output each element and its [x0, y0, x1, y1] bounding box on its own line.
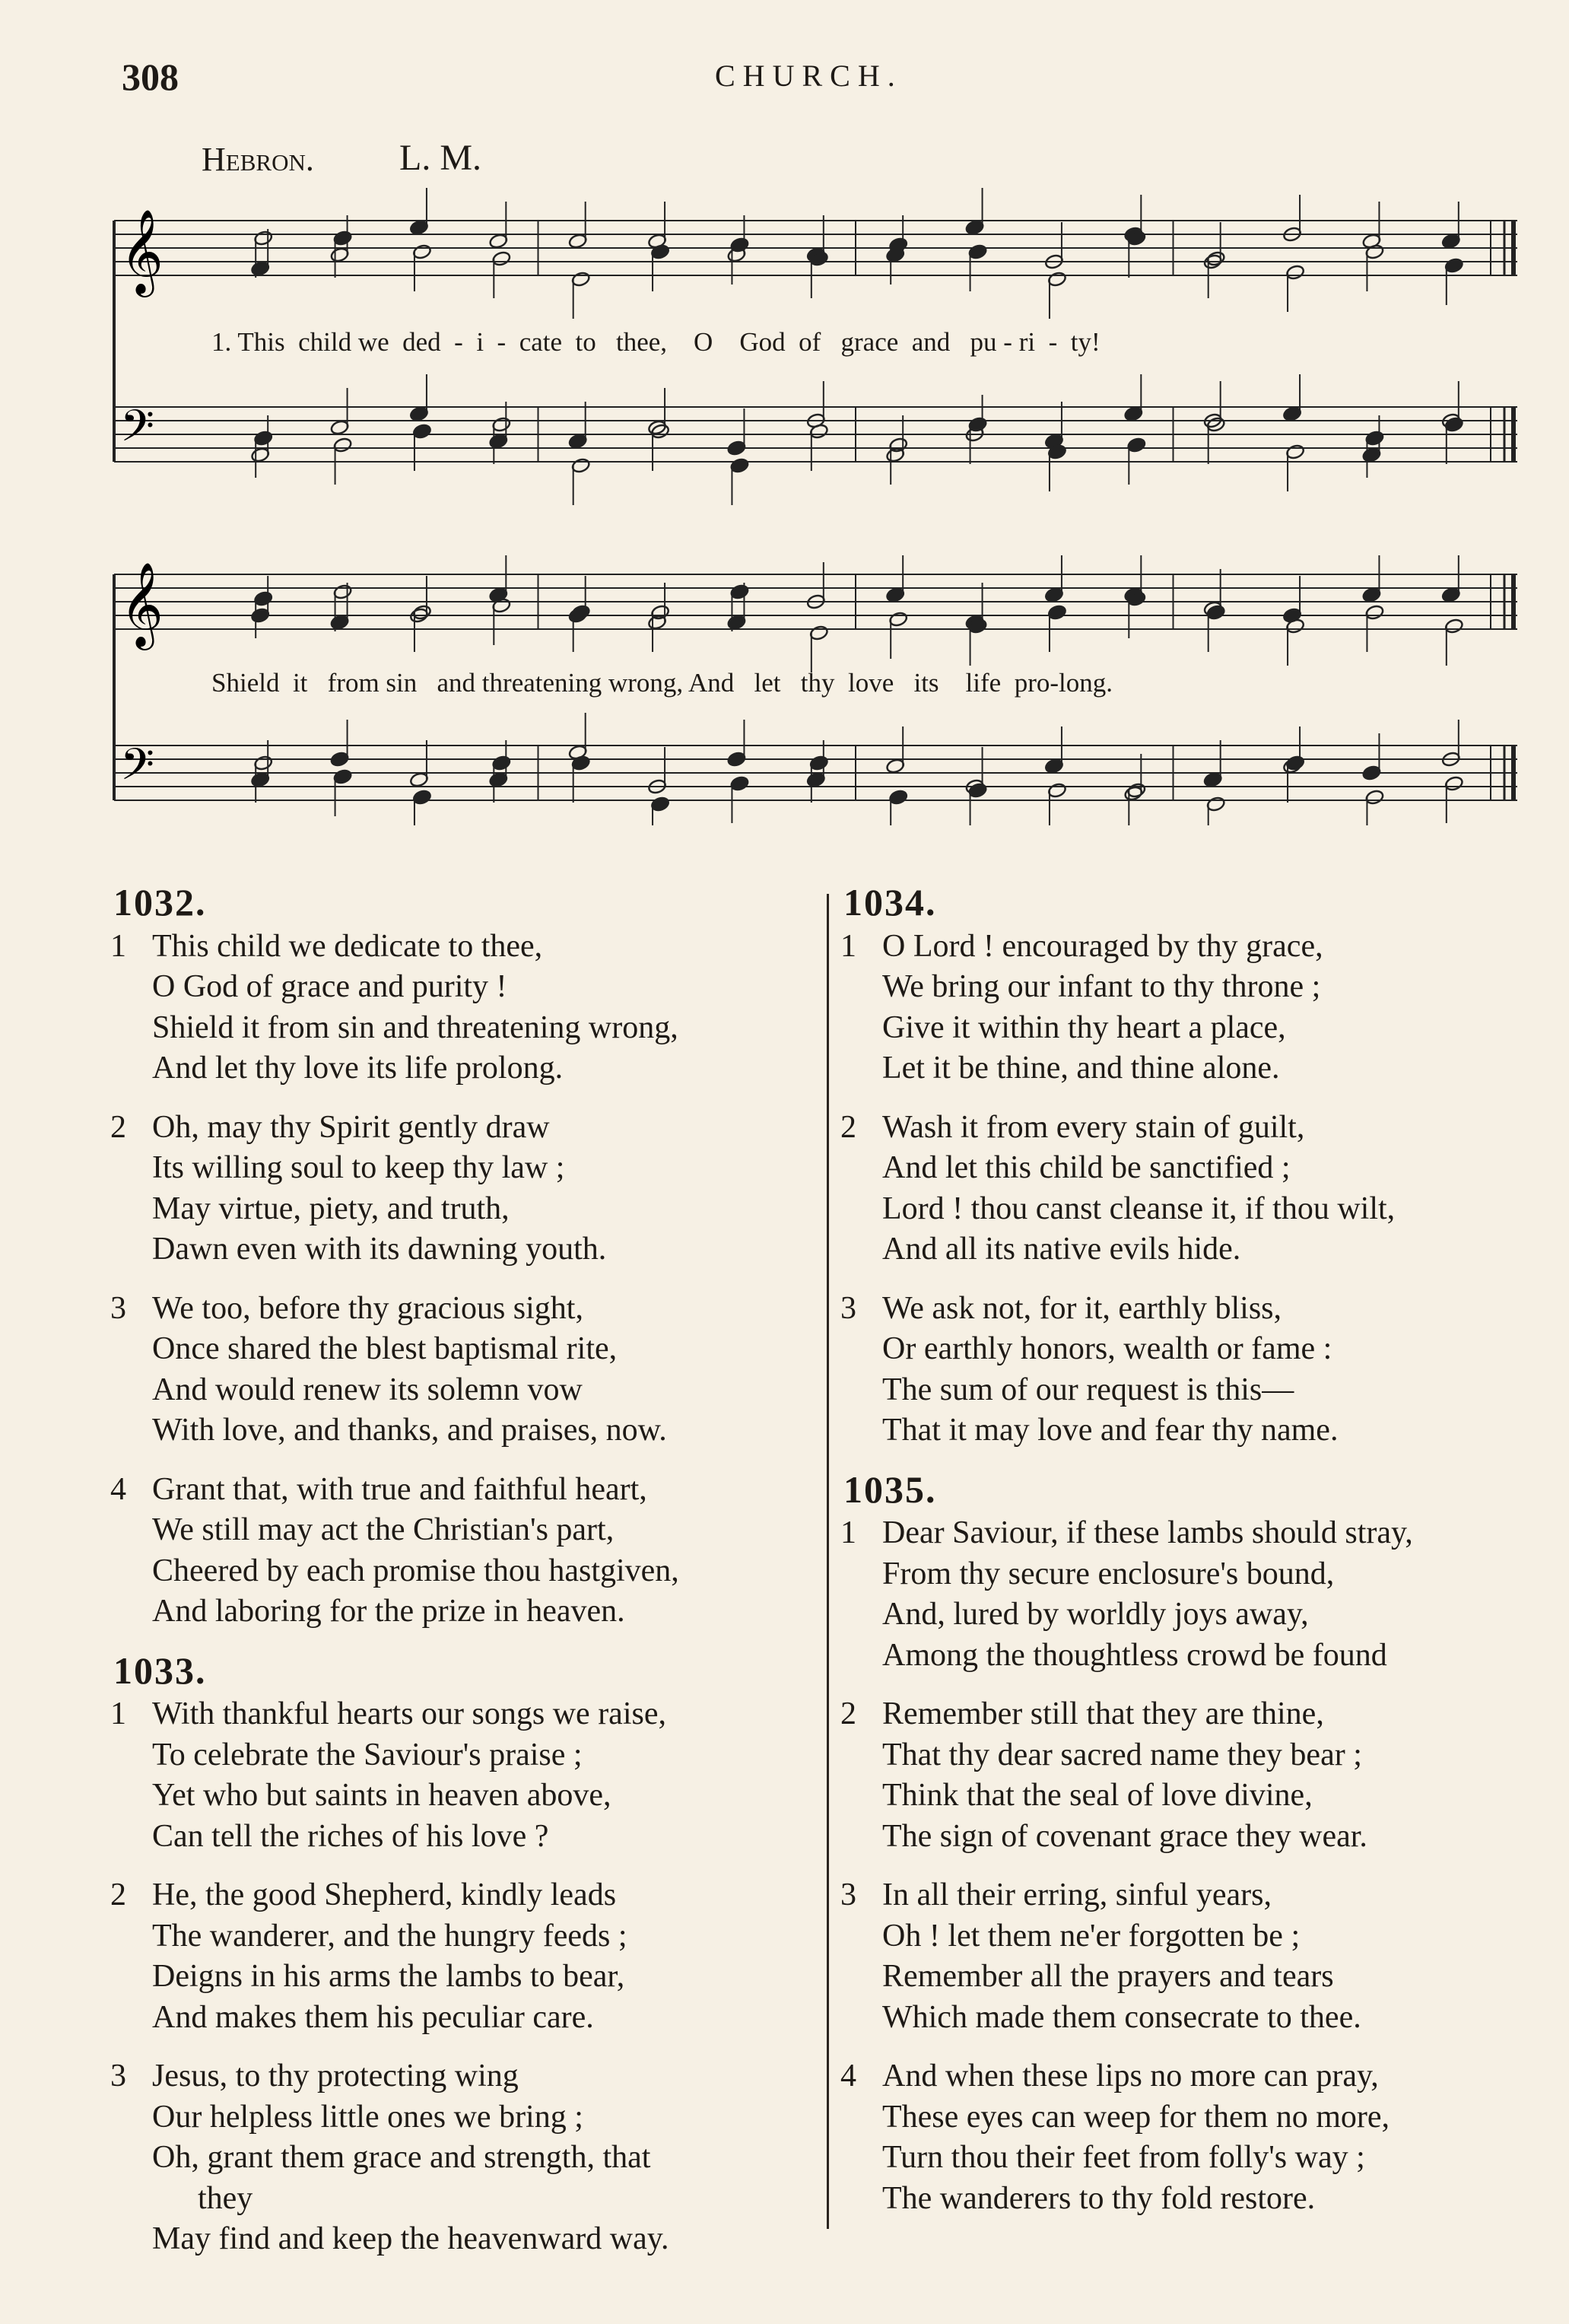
verse-line: [110, 1875, 818, 1916]
hymn-1034: [840, 882, 1548, 1451]
hymn-number: 1033.: [113, 1648, 207, 1692]
verse-text: they: [198, 2180, 253, 2216]
stanza-number: 3: [110, 1290, 126, 1326]
stanza-number: 1: [110, 1696, 126, 1731]
verse-line: [110, 1229, 818, 1270]
verse-text: And let thy love its life prolong.: [152, 1051, 564, 1086]
verse-text: May virtue, piety, and truth,: [152, 1191, 510, 1226]
verse-text: Remember still that they are thine,: [882, 1696, 1324, 1731]
verse-line: [110, 1410, 818, 1451]
verse-line: [840, 1189, 1548, 1230]
stanza: [840, 927, 1548, 1089]
verse-text: Among the thoughtless crowd be found: [882, 1637, 1387, 1673]
verse-text: O God of grace and purity !: [152, 969, 507, 1004]
stanza-number: 1: [840, 1515, 856, 1550]
verse-line: [110, 1470, 818, 1511]
verse-line: [840, 1957, 1548, 1998]
verse-text: We still may act the Christian's part,: [152, 1512, 615, 1547]
stanza-number: 4: [110, 1471, 126, 1507]
verse-text: Think that the seal of love divine,: [882, 1778, 1313, 1813]
verse-text: Turn thou their feet from folly's way ;: [882, 2140, 1365, 2175]
verse-text: And laboring for the prize in heaven.: [152, 1594, 625, 1629]
treble-clef-icon: 𝄞: [120, 208, 164, 294]
right-column: [840, 882, 1548, 2237]
stanza: [840, 1289, 1548, 1451]
verse-line: [840, 2097, 1548, 2138]
verse-line: [110, 1370, 818, 1411]
verse-line: [110, 1916, 818, 1957]
verse-text: That thy dear sacred name they bear ;: [882, 1737, 1362, 1772]
hymn-number: 1035.: [843, 1467, 937, 1511]
verse-text: And all its native evils hide.: [882, 1232, 1241, 1267]
verse-line: [840, 1289, 1548, 1330]
verse-text: The wanderer, and the hungry feeds ;: [152, 1918, 627, 1954]
verse-line: [840, 1694, 1548, 1735]
verse-text: Oh, may thy Spirit gently draw: [152, 1109, 550, 1145]
verse-line: [840, 1108, 1548, 1149]
bass-clef-icon: 𝄢: [120, 739, 155, 801]
verse-text: To celebrate the Saviour's praise ;: [152, 1737, 583, 1772]
verse-line: [840, 1370, 1548, 1411]
stanza-number: 1: [840, 928, 856, 964]
verse-text: O Lord ! encouraged by thy grace,: [882, 928, 1323, 964]
stanza: [110, 1694, 818, 1857]
verse-line: [110, 2097, 818, 2138]
verse-text: This child we dedicate to thee,: [152, 928, 543, 964]
verse-text: The wanderers to thy fold restore.: [882, 2180, 1316, 2216]
page-number: 308: [122, 56, 179, 98]
stanza: [840, 1694, 1548, 1857]
verse-text: That it may love and fear thy name.: [882, 1413, 1339, 1448]
left-column: [110, 882, 818, 2278]
verse-text: Our helpless little ones we bring ;: [152, 2099, 583, 2135]
hymn-1035: [840, 1467, 1548, 2220]
stanza: [840, 1513, 1548, 1676]
tune-name: Hebron.: [202, 141, 314, 178]
stanza: [110, 1470, 818, 1633]
verse-text: In all their erring, sinful years,: [882, 1877, 1272, 1912]
verse-line: [840, 1636, 1548, 1677]
treble-clef-icon: 𝄞: [120, 561, 164, 647]
verse-text: Remember all the prayers and tears: [882, 1959, 1334, 1994]
verse-line: [110, 2179, 818, 2220]
verse-line: [110, 1735, 818, 1776]
verse-text: Which made them consecrate to thee.: [882, 1999, 1361, 2035]
verse-line: [840, 1008, 1548, 1049]
verse-text: Oh, grant them grace and strength, that: [152, 2140, 651, 2175]
verse-line: [840, 1594, 1548, 1636]
verse-text: And let this child be sanctified ;: [882, 1150, 1291, 1185]
verse-line: [110, 1591, 818, 1633]
verse-line: [840, 2179, 1548, 2220]
verse-text: Grant that, with true and faithful heart,: [152, 1471, 647, 1507]
verse-text: Oh ! let them ne'er forgotten be ;: [882, 1918, 1301, 1954]
verse-line: [110, 1189, 818, 1230]
verse-line: [110, 1329, 818, 1370]
verse-line: [110, 967, 818, 1008]
verse-line: [110, 1289, 818, 1330]
stanza-number: 2: [840, 1109, 856, 1145]
verse-text: The sign of covenant grace they wear.: [882, 1818, 1367, 1854]
verse-line: [110, 1008, 818, 1049]
verse-text: These eyes can weep for them no more,: [882, 2099, 1390, 2135]
verse-line: [110, 2056, 818, 2097]
stanza: [840, 1875, 1548, 2038]
verse-text: With thankful hearts our songs we raise,: [152, 1696, 666, 1731]
column-divider: [827, 894, 829, 2229]
verse-line: [840, 927, 1548, 968]
verse-line: [840, 1329, 1548, 1370]
stanza-number: 4: [840, 2059, 856, 2094]
verse-line: [840, 1875, 1548, 1916]
verse-text: Shield it from sin and threatening wrong,: [152, 1009, 678, 1045]
verse-line: [840, 2056, 1548, 2097]
stanza-number: 3: [840, 1877, 856, 1912]
verse-line: [840, 1410, 1548, 1451]
verse-line: [840, 2138, 1548, 2179]
verse-line: [110, 1817, 818, 1858]
verse-text: Jesus, to thy protecting wing: [152, 2059, 519, 2094]
verse-line: [110, 1694, 818, 1735]
hymn-1032: [110, 882, 818, 1633]
verse-line: [840, 1735, 1548, 1776]
verse-text: He, the good Shepherd, kindly leads: [152, 1877, 617, 1912]
verse-line: [840, 1554, 1548, 1595]
hymn-number: 1032.: [113, 881, 207, 924]
final-barlines-2: [1504, 574, 1513, 800]
stanza: [840, 2056, 1548, 2219]
verse-text: Give it within thy heart a place,: [882, 1009, 1286, 1045]
verse-text: May find and keep the heavenward way.: [152, 2221, 669, 2256]
bass-clef-icon: 𝄢: [120, 400, 155, 463]
verse-text: And, lured by worldly joys away,: [882, 1597, 1309, 1632]
stanza-number: 2: [110, 1877, 126, 1912]
lyrics-line-1: 1. This child we ded - i - cate to thee, O God of grace and pu - ri - ty!: [211, 327, 1101, 357]
verse-line: [110, 1108, 818, 1149]
verse-text: Cheered by each promise thou hastgiven,: [152, 1553, 679, 1588]
verse-text: And would renew its solemn vow: [152, 1372, 583, 1407]
verse-text: Or earthly honors, wealth or fame :: [882, 1331, 1332, 1366]
verse-line: [840, 1148, 1548, 1189]
stanza-number: 2: [840, 1696, 856, 1731]
verse-text: With love, and thanks, and praises, now.: [152, 1413, 667, 1448]
stanza: [110, 1289, 818, 1451]
stanza-number: 3: [840, 1290, 856, 1326]
verse-text: Let it be thine, and thine alone.: [882, 1051, 1280, 1086]
verse-line: [110, 1957, 818, 1998]
verse-line: [110, 1510, 818, 1551]
stanza-number: 1: [110, 928, 126, 964]
verse-line: [110, 1148, 818, 1189]
treble-staff-1: [114, 221, 1517, 275]
verse-line: [840, 1776, 1548, 1817]
stanza: [110, 1108, 818, 1270]
verse-line: [110, 927, 818, 968]
verse-text: And when these lips no more can pray,: [882, 2059, 1379, 2094]
treble-staff-2: [114, 574, 1517, 629]
lyrics-line-2: Shield it from sin and threatening wrong, And let thy love its life pro-long.: [211, 668, 1113, 698]
verse-text: Dear Saviour, if these lambs should stray,: [882, 1515, 1413, 1550]
verse-line: [840, 1048, 1548, 1089]
final-barlines-1: [1504, 221, 1513, 462]
verse-text: We too, before thy gracious sight,: [152, 1290, 583, 1326]
verse-line: [110, 1776, 818, 1817]
verse-line: [110, 1551, 818, 1592]
verse-line: [110, 2219, 818, 2260]
tune-meter: L. M.: [399, 138, 481, 178]
stanza: [110, 1875, 818, 2038]
running-head: CHURCH.: [715, 59, 903, 93]
verse-line: [840, 1916, 1548, 1957]
verse-text: From thy secure enclosure's bound,: [882, 1556, 1335, 1591]
verse-line: [840, 1817, 1548, 1858]
verse-text: Can tell the riches of his love ?: [152, 1818, 549, 1854]
stanza: [110, 927, 818, 1089]
bass-staff-2: [114, 746, 1517, 800]
stanza-number: 2: [110, 1109, 126, 1145]
stanza: [110, 2056, 818, 2260]
hymn-1033: [110, 1648, 818, 2260]
verse-text: The sum of our request is this—: [882, 1372, 1294, 1407]
verse-text: Its willing soul to keep thy law ;: [152, 1150, 565, 1185]
stanza-number: 3: [110, 2059, 126, 2094]
verse-text: We ask not, for it, earthly bliss,: [882, 1290, 1282, 1326]
verse-line: [110, 2138, 818, 2179]
verse-line: [110, 1048, 818, 1089]
verse-line: [840, 1998, 1548, 2039]
verse-line: [840, 1229, 1548, 1270]
verse-text: Once shared the blest baptismal rite,: [152, 1331, 618, 1366]
verse-text: Dawn even with its dawning youth.: [152, 1232, 607, 1267]
verse-text: Lord ! thou canst cleanse it, if thou wilt,: [882, 1191, 1396, 1226]
verse-text: And makes them his peculiar care.: [152, 1999, 594, 2035]
verse-text: Yet who but saints in heaven above,: [152, 1778, 611, 1813]
verse-line: [840, 967, 1548, 1008]
stanza: [840, 1108, 1548, 1270]
verse-text: Wash it from every stain of guilt,: [882, 1109, 1305, 1145]
verse-line: [110, 1998, 818, 2039]
hymn-number: 1034.: [843, 881, 937, 924]
verse-text: We bring our infant to thy throne ;: [882, 969, 1321, 1004]
verse-text: Deigns in his arms the lambs to bear,: [152, 1959, 625, 1994]
verse-line: [840, 1513, 1548, 1554]
